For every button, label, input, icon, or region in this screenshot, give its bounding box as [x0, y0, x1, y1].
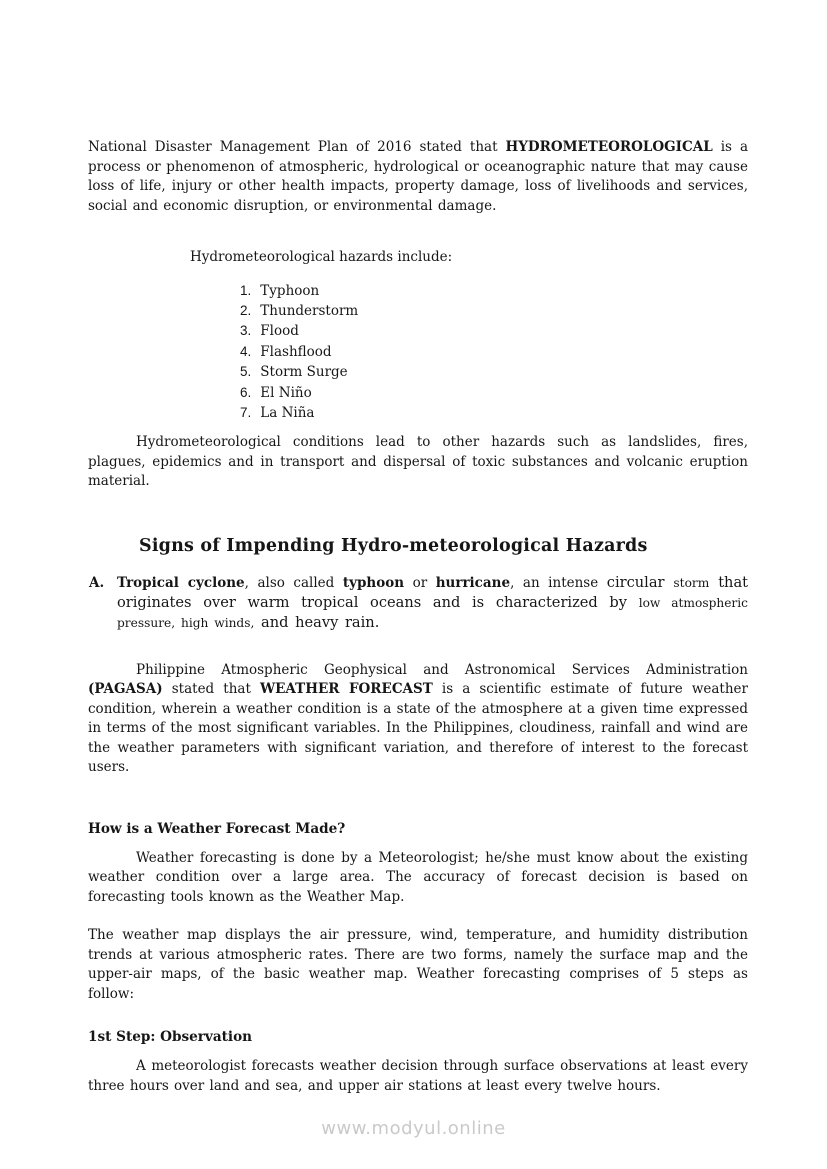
list-number: 2.: [240, 302, 252, 318]
section-heading: Signs of Impending Hydro-meteorological Hazards: [139, 535, 648, 556]
list-number: 7.: [240, 404, 252, 420]
list-item-flood: [240, 321, 748, 341]
term-hurricane: hurricane: [435, 574, 511, 591]
item-text-1: , also called: [244, 574, 343, 591]
item-marker: A.: [89, 574, 105, 591]
intro-text-1: National Disaster Management Plan of 2016 stated that: [88, 139, 506, 155]
pagasa-paragraph: [88, 661, 748, 778]
list-label: La Niña: [260, 404, 315, 421]
list-number: 1.: [240, 282, 252, 298]
watermark: www.modyul.online: [321, 1118, 506, 1139]
list-item-typhoon: [240, 281, 748, 301]
hazards-list: [240, 281, 748, 424]
list-label: Storm Surge: [260, 364, 348, 381]
item-text-7: low atmospheric pressure, high winds,: [117, 595, 748, 630]
list-label: Flood: [260, 323, 299, 340]
list-number: 3.: [240, 323, 252, 339]
hazards-include-line: Hydrometeorological hazards include:: [190, 249, 453, 265]
item-text-8: and heavy rain.: [254, 613, 380, 631]
list-number: 4.: [240, 343, 252, 359]
item-text-2: or: [404, 574, 436, 591]
item-text-3: , an intense: [510, 574, 607, 591]
forecasting-paragraph: Weather forecasting is done by a Meteorologist; he/she must know about the existing weather condition over a large area. The accuracy of forecast decision is based on forecasting tools known as the Weather Map.: [88, 849, 748, 905]
term-weather-forecast: WEATHER FORECAST: [259, 681, 433, 698]
intro-paragraph: [88, 138, 748, 216]
intro-text-2: is a process or phenomenon of atmospheric, hydrological or oceanographic nature that may cause loss of life, injury or other health impacts, property damage, loss of livelihoods and services, social and economic disruption, or environmental damage.: [88, 139, 748, 214]
page-content: [88, 138, 748, 1096]
list-number: 5.: [240, 364, 252, 380]
list-label: Flashflood: [260, 343, 332, 360]
step1-paragraph: A meteorologist forecasts weather decision through surface observations at least every three hours over land and sea, and upper air stations at least every twelve hours.: [88, 1058, 748, 1094]
item-text-4: circular: [606, 573, 674, 591]
list-number: 6.: [240, 384, 252, 400]
term-pagasa: (PAGASA): [88, 681, 163, 698]
item-text-5: storm: [673, 575, 710, 590]
list-label: El Niño: [260, 384, 312, 401]
list-item-el-nino: [240, 383, 748, 403]
pagasa-text-1: Philippine Atmospheric Geophysical and Astronomical Services Administration: [136, 661, 748, 678]
term-hydrometeorological: HYDROMETEOROLOGICAL: [505, 139, 713, 155]
weather-map-paragraph: The weather map displays the air pressure, wind, temperature, and humidity distribution trends at various atmospheric rates. There are two forms, namely the surface map and the upper-air maps, of the basic weather map. Weather forecasting comprises of 5 steps as follow:: [88, 927, 748, 1002]
term-typhoon: typhoon: [342, 574, 405, 591]
list-item-flashflood: [240, 342, 748, 362]
list-label: Typhoon: [260, 282, 320, 299]
step1-heading: 1st Step: Observation: [88, 1029, 253, 1046]
tropical-cyclone-item: [88, 573, 748, 633]
term-tropical-cyclone: Tropical cyclone: [117, 574, 245, 591]
list-label: Thunderstorm: [260, 302, 359, 319]
list-item-la-nina: [240, 403, 748, 423]
how-forecast-made-heading: How is a Weather Forecast Made?: [88, 820, 346, 837]
list-item-storm-surge: [240, 362, 748, 382]
conditions-paragraph: Hydrometeorological conditions lead to other hazards such as landslides, fires, plagues, epidemics and in transport and dispersal of toxic substances and volcanic eruption material.: [88, 434, 748, 490]
list-item-thunderstorm: [240, 301, 748, 321]
pagasa-text-3: is a scientific estimate of future weather condition, wherein a weather condition is a state of the atmosphere at a given time expressed in terms of the most significant variables. In the Philippines, cloudiness, rainfall and wind are the weather parameters with significant variation, and therefore of interest to the forecast users.: [88, 681, 748, 776]
pagasa-text-2: stated that: [162, 681, 260, 698]
item-text-6: that originates over warm tropical oceans and is characterized by: [117, 573, 749, 611]
